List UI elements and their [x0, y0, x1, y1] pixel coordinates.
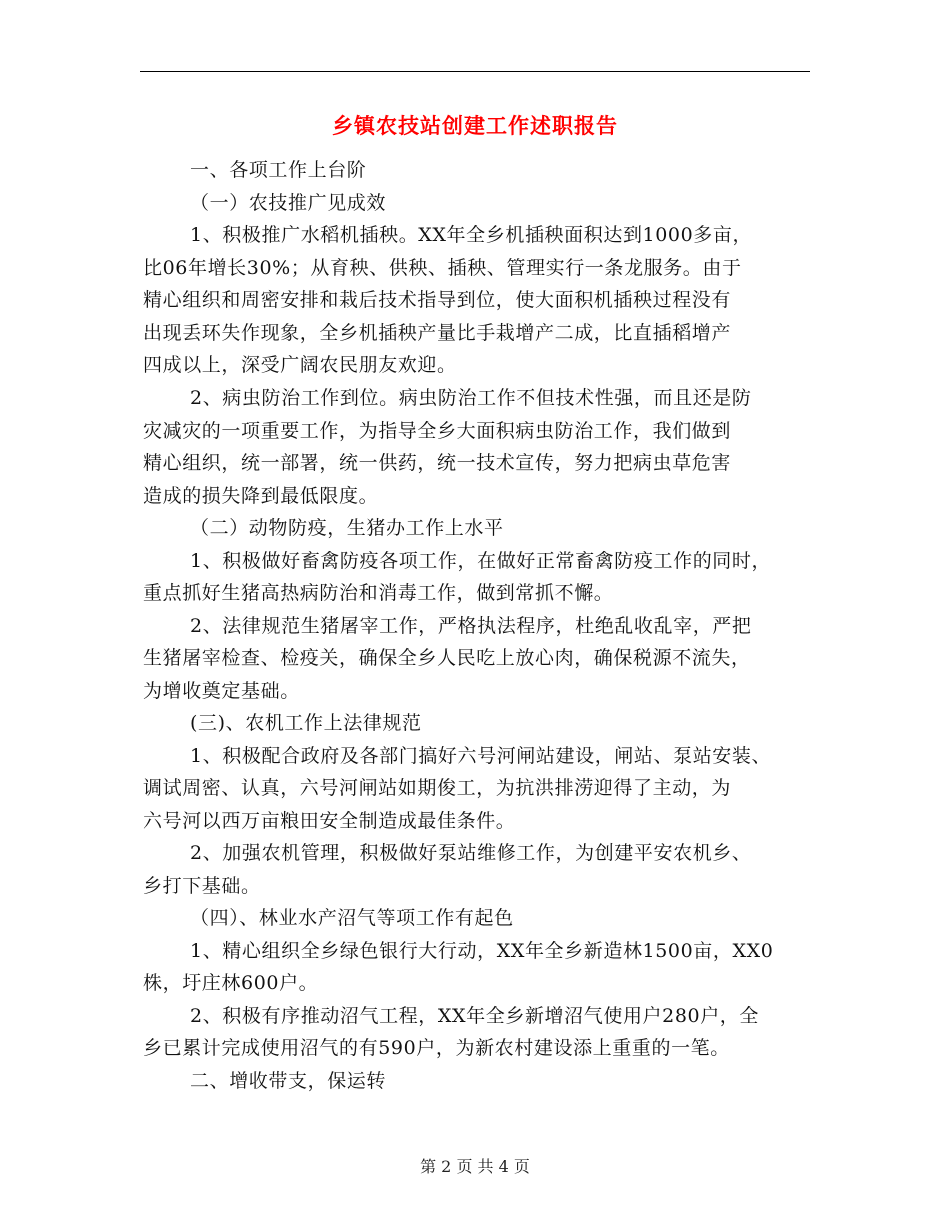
paragraph-line: 2、积极有序推动沼气工程，XX年全乡新增沼气使用户280户，全 [190, 1005, 760, 1027]
section-heading-1: 一、各项工作上台阶 [190, 159, 367, 181]
paragraph-line: 精心组织，统一部署，统一供药，统一技术宣传，努力把病虫草危害 [143, 452, 732, 474]
document-title: 乡镇农技站创建工作述职报告 [332, 113, 618, 138]
paragraph-line: 六号河以西万亩粮田安全制造成最佳条件。 [143, 810, 516, 832]
paragraph-line: 乡已累计完成使用沼气的有590户，为新农村建设添上重重的一笔。 [143, 1037, 730, 1059]
subsection-heading-2: （二）动物防疫，生猪办工作上水平 [190, 517, 504, 539]
paragraph-line: 精心组织和周密安排和栽后技术指导到位，使大面积机插秧过程没有 [143, 289, 732, 311]
paragraph-line: 生猪屠宰检查、检疫关，确保全乡人民吃上放心肉，确保税源不流失， [143, 647, 751, 669]
subsection-heading-1: （一）农技推广见成效 [190, 192, 387, 214]
paragraph-line: 2、法律规范生猪屠宰工作，严格执法程序，杜绝乱收乱宰，严把 [190, 615, 752, 637]
paragraph-line: 1、积极推广水稻机插秧。XX年全乡机插秧面积达到1000多亩， [190, 224, 753, 246]
paragraph-line: 灾减灾的一项重要工作，为指导全乡大面积病虫防治工作，我们做到 [143, 420, 732, 442]
paragraph-line: 四成以上，深受广阔农民朋友欢迎。 [143, 354, 457, 376]
paragraph-line: 1、积极做好畜禽防疫各项工作，在做好正常畜禽防疫工作的同时， [190, 550, 772, 572]
header-rule [140, 71, 810, 72]
section-heading-2: 二、增收带支，保运转 [190, 1070, 387, 1092]
paragraph-line: 乡打下基础。 [143, 875, 261, 897]
page-number-footer: 第 2 页 共 4 页 [420, 1157, 530, 1176]
paragraph-line: 比06年增长30%；从育秧、供秧、插秧、管理实行一条龙服务。由于 [143, 257, 742, 279]
paragraph-line: 重点抓好生猪高热病防治和消毒工作，做到常抓不懈。 [143, 582, 614, 604]
paragraph-line: 1、积极配合政府及各部门搞好六号河闸站建设，闸站、泵站安装、 [190, 745, 772, 767]
paragraph-line: 株，圩庄林600户。 [143, 972, 319, 994]
paragraph-line: 调试周密、认真，六号河闸站如期俊工，为抗洪排涝迎得了主动，为 [143, 777, 732, 799]
paragraph-line: 2、病虫防治工作到位。病虫防治工作不但技术性强，而且还是防 [190, 387, 752, 409]
paragraph-line: 出现丢环失作现象，全乡机插秧产量比手栽增产二成，比直插稻增产 [143, 322, 732, 344]
subsection-heading-4: （四）、林业水产沼气等项工作有起色 [190, 907, 514, 929]
paragraph-line: 1、精心组织全乡绿色银行大行动，XX年全乡新造林1500亩，XX0 [190, 940, 774, 962]
paragraph-line: 为增收奠定基础。 [143, 680, 300, 702]
paragraph-line: 造成的损失降到最低限度。 [143, 485, 379, 507]
paragraph-line: 2、加强农机管理，积极做好泵站维修工作，为创建平安农机乡、 [190, 842, 752, 864]
subsection-heading-3: (三)、农机工作上法律规范 [190, 712, 422, 734]
